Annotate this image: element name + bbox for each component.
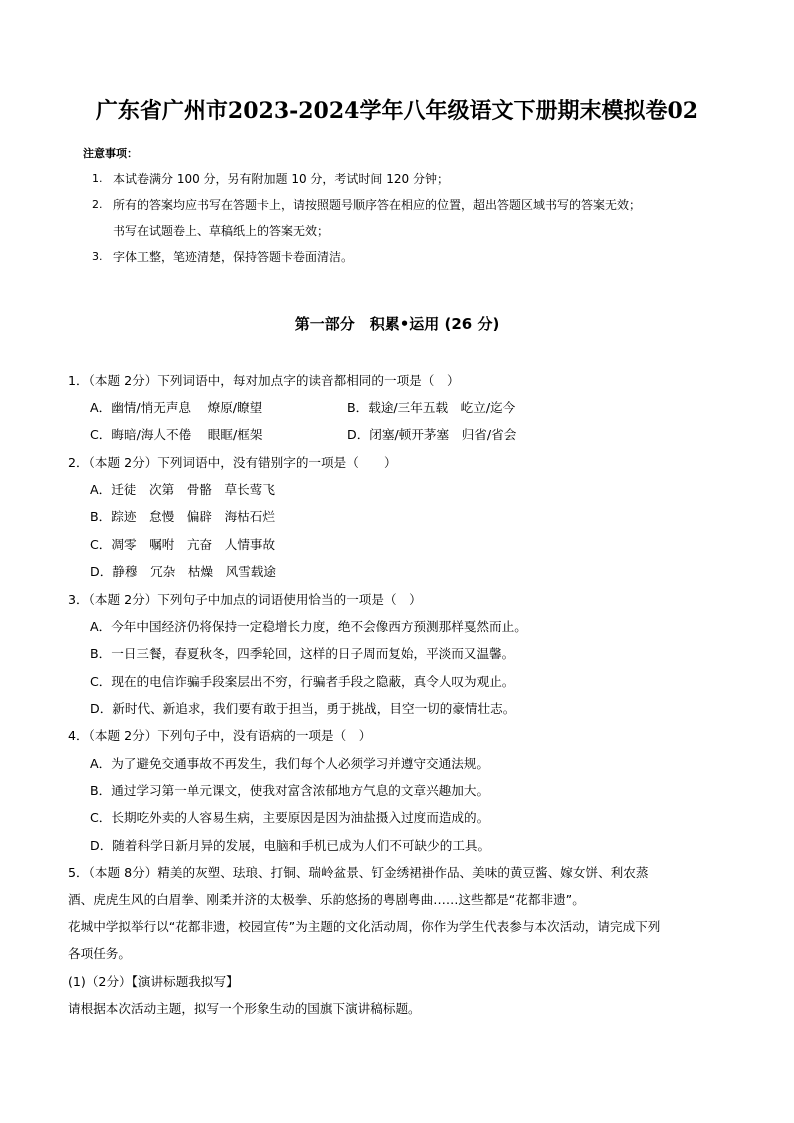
question-2-option-a: A．迁徒 次第 骨骼 草长莺飞 <box>90 482 275 497</box>
notice-list <box>92 166 732 270</box>
notice-item <box>92 192 732 244</box>
question-5-stem-line: 5．（本题 8分）精美的灰塑、珐琅、打铜、瑞岭盆景、钉金绣裙褂作品、美味的黄豆酱、嫁女饼、利农蒸 <box>68 865 649 880</box>
question-4-option-d: D．随着科学日新月异的发展，电脑和手机已成为人们不可缺少的工具。 <box>90 838 491 853</box>
question-4-option-c: C．长期吃外卖的人容易生病，主要原因是因为油盐摄入过度而造成的。 <box>90 810 490 825</box>
question-4-stem: 4．（本题 2分）下列句子中，没有语病的一项是（ ） <box>68 728 372 743</box>
question-3-option-d: D．新时代、新追求，我们要有敢于担当，勇于挑战，目空一切的豪情壮志。 <box>90 701 516 716</box>
question-1-option-d: D．闭塞/顿开茅塞 归省/省会 <box>347 427 517 442</box>
notice-item-number: 2. <box>92 198 103 211</box>
question-3-option-b: B．一日三餐，春夏秋冬，四季轮回，这样的日子周而复始，平淡而又温馨。 <box>90 646 515 661</box>
question-3-stem: 3．（本题 2分）下列句子中加点的词语使用恰当的一项是（ ） <box>68 592 422 607</box>
question-5-stem-line: 各项任务。 <box>68 946 131 961</box>
notice-item <box>92 166 732 192</box>
question-5-subquestion-1-text: 请根据本次活动主题，拟写一个形象生动的国旗下演讲稿标题。 <box>68 1001 421 1016</box>
question-2-option-c: C．凋零 嘱咐 亢奋 人情事故 <box>90 537 276 552</box>
question-1-option-c: C．晦暗/海人不倦 眼眶/框架 <box>90 427 263 442</box>
notice-item-number: 3. <box>92 250 103 263</box>
notice-item <box>92 244 732 270</box>
question-4-option-b: B．通过学习第一单元课文，使我对富含浓郁地方气息的文章兴趣加大。 <box>90 783 490 798</box>
question-3-option-c: C．现在的电信诈骗手段案层出不穷，行骗者手段之隐蔽，真令人叹为观止。 <box>90 674 515 689</box>
notice-item-text-continued: 书写在试题卷上、草稿纸上的答案无效； <box>113 224 330 238</box>
question-3-option-a: A．今年中国经济仍将保持一定稳增长力度，绝不会像西方预测那样戛然而止。 <box>90 619 527 634</box>
notice-item-text: 字体工整，笔迹清楚，保持答题卡卷面清洁。 <box>113 250 354 264</box>
question-2-option-d: D．静穆 冗杂 枯燥 风雪载途 <box>90 564 277 579</box>
notice-heading: 注意事项： <box>83 147 138 160</box>
question-2-option-b: B．踪迹 怠慢 偏辟 海枯石烂 <box>90 509 275 524</box>
question-1-option-b: B．载途/三年五载 屹立/迄今 <box>347 400 516 415</box>
question-5-stem-line: 花城中学拟举行以“花都非遗，校园宣传”为主题的文化活动周，你作为学生代表参与本次活动，请完成下列 <box>68 919 661 934</box>
question-5-subquestion-1-label: (1)（2分）【演讲标题我拟写】 <box>68 974 239 989</box>
section-title: 第一部分 积累•运用 (26 分) <box>294 315 500 333</box>
question-1-stem: 1．（本题 2分）下列词语中，每对加点字的读音都相同的一项是（ ） <box>68 373 460 388</box>
question-1-option-a: A．幽情/悄无声息 燎原/瞭望 <box>90 400 263 415</box>
question-2-stem: 2．（本题 2分）下列词语中，没有错别字的一项是（ ） <box>68 455 397 470</box>
exam-title: 广东省广州市2023-2024学年八年级语文下册期末模拟卷02 <box>95 98 699 124</box>
notice-item-text: 本试卷满分 100 分，另有附加题 10 分，考试时间 120 分钟； <box>113 172 449 186</box>
notice-item-text: 所有的答案均应书写在答题卡上，请按照题号顺序答在相应的位置，超出答题区域书写的答案无效； <box>113 198 642 212</box>
question-4-option-a: A．为了避免交通事故不再发生，我们每个人必须学习并遵守交通法规。 <box>90 756 490 771</box>
notice-item-number: 1. <box>92 172 103 185</box>
question-5-stem-line: 酒、虎虎生风的白眉拳、刚柔并济的太极拳、乐韵悠扬的粤剧粤曲……这些都是“花都非遗”。 <box>68 892 585 907</box>
